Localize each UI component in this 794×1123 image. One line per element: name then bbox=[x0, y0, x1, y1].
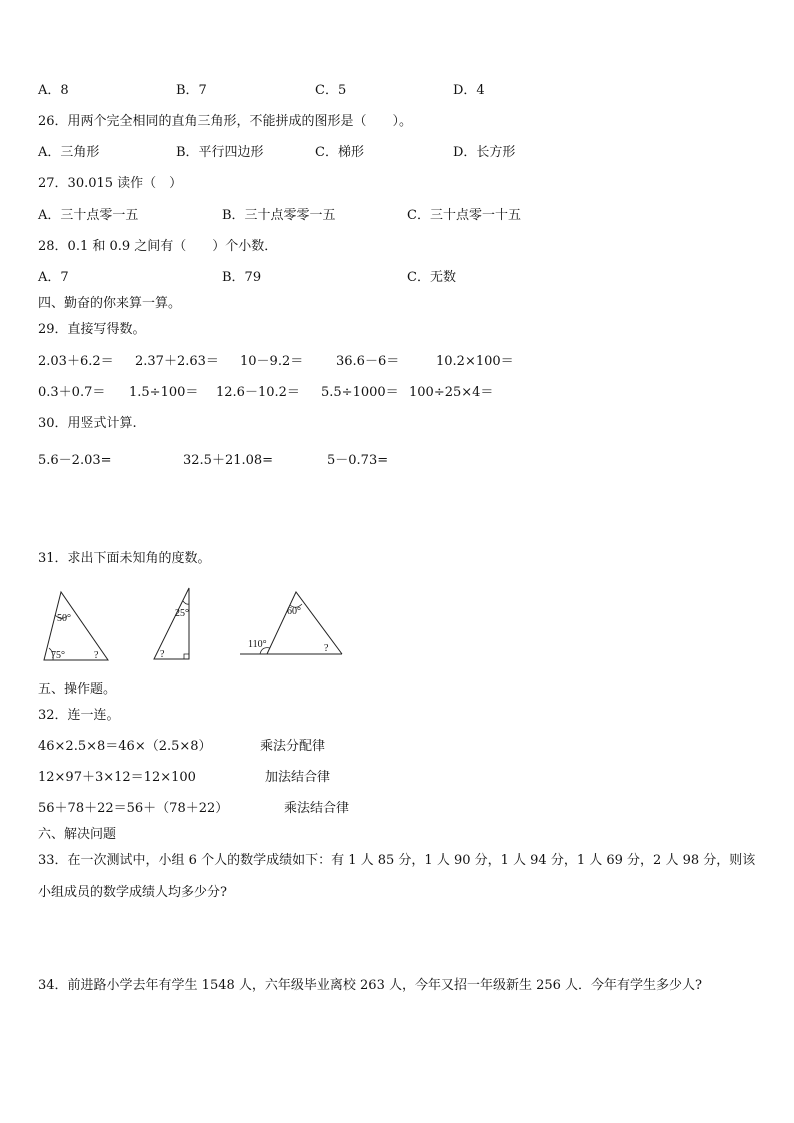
q32-right-item2: 加法结合律 bbox=[265, 770, 331, 785]
section-five-heading: 五、操作题。 bbox=[38, 682, 117, 697]
triangle-one-left-angle: 75° bbox=[51, 650, 65, 661]
q27-stem: 27．30.015 读作（ ） bbox=[38, 176, 183, 191]
section-four-heading: 四、勤奋的你来算一算。 bbox=[38, 296, 182, 311]
q30-item2: 32.5＋21.08= bbox=[183, 453, 274, 468]
q25-option-c: C．5 bbox=[315, 83, 347, 98]
q29-row1-item2: 2.37＋2.63＝ bbox=[135, 354, 219, 369]
q28-option-b: B．79 bbox=[222, 270, 262, 285]
q31-stem: 31．求出下面未知角的度数。 bbox=[38, 551, 211, 566]
triangle-three-top-angle: 60° bbox=[287, 606, 301, 617]
triangle-three-exterior-angle: 110° bbox=[248, 639, 267, 650]
q27-option-b: B．三十点零零一五 bbox=[222, 208, 336, 223]
q34-stem: 34．前进路小学去年有学生 1548 人，六年级毕业离校 263 人，今年又招一年级新生 256 人．今年有学生多少人? bbox=[38, 978, 703, 993]
q32-left-item3: 56＋78＋22＝56＋（78＋22） bbox=[38, 801, 229, 816]
q25-option-d: D．4 bbox=[453, 83, 485, 98]
triangle-two-unknown-angle: ? bbox=[160, 649, 165, 660]
triangle-one-top-angle: 50° bbox=[57, 613, 71, 624]
q27-option-c: C．三十点零一十五 bbox=[407, 208, 521, 223]
q25-option-a: A．8 bbox=[38, 83, 69, 98]
q32-right-item3: 乘法结合律 bbox=[284, 801, 350, 816]
q28-stem: 28．0.1 和 0.9 之间有（ ）个小数． bbox=[38, 239, 278, 254]
q29-row2-item2: 1.5÷100＝ bbox=[129, 385, 199, 400]
section-six-heading: 六、解决问题 bbox=[38, 827, 117, 842]
triangle-two-top-angle: 25° bbox=[175, 608, 189, 619]
q28-option-c: C．无数 bbox=[407, 270, 456, 285]
q26-option-a: A．三角形 bbox=[38, 145, 100, 160]
triangle-two-figure bbox=[150, 585, 196, 665]
q26-option-c: C．梯形 bbox=[315, 145, 364, 160]
triangle-one-figure bbox=[40, 588, 114, 666]
q33-line2: 小组成员的数学成绩人均多少分? bbox=[38, 885, 227, 900]
q32-stem: 32．连一连。 bbox=[38, 708, 120, 723]
q32-left-item2: 12×97＋3×12＝12×100 bbox=[38, 770, 196, 785]
q29-row2-item1: 0.3＋0.7＝ bbox=[38, 385, 106, 400]
q29-row1-item1: 2.03＋6.2＝ bbox=[38, 354, 114, 369]
q29-row2-item3: 12.6－10.2＝ bbox=[216, 385, 300, 400]
q26-option-d: D．长方形 bbox=[453, 145, 516, 160]
triangle-two-right-angle-mark bbox=[184, 654, 189, 659]
q29-row1-item5: 10.2×100＝ bbox=[436, 354, 514, 369]
q26-stem: 26．用两个完全相同的直角三角形，不能拼成的图形是（ ）。 bbox=[38, 114, 413, 129]
q29-row1-item3: 10－9.2＝ bbox=[240, 354, 304, 369]
q32-right-item1: 乘法分配律 bbox=[260, 739, 326, 754]
q30-item1: 5.6－2.03= bbox=[38, 453, 112, 468]
q29-row2-item5: 100÷25×4＝ bbox=[409, 385, 494, 400]
q29-row2-item4: 5.5÷1000＝ bbox=[321, 385, 399, 400]
q28-option-a: A．7 bbox=[38, 270, 69, 285]
q30-item3: 5－0.73= bbox=[327, 453, 389, 468]
q29-stem: 29．直接写得数。 bbox=[38, 322, 146, 337]
triangle-one-unknown-angle: ? bbox=[94, 650, 99, 661]
q33-line1: 33．在一次测试中，小组 6 个人的数学成绩如下：有 1 人 85 分，1 人 90 分，1 人 94 分，1 人 69 分，2 人 98 分，则该 bbox=[38, 853, 756, 868]
q32-left-item1: 46×2.5×8＝46×（2.5×8） bbox=[38, 739, 212, 754]
q29-row1-item4: 36.6－6＝ bbox=[336, 354, 400, 369]
triangle-two-top-arc bbox=[183, 601, 189, 604]
triangle-three-sides bbox=[267, 592, 342, 654]
q30-stem: 30．用竖式计算. bbox=[38, 416, 137, 431]
triangle-three-figure bbox=[238, 588, 348, 658]
q26-option-b: B．平行四边形 bbox=[176, 145, 264, 160]
triangle-three-unknown-angle: ? bbox=[324, 643, 329, 654]
q25-option-b: B．7 bbox=[176, 83, 207, 98]
q27-option-a: A．三十点零一五 bbox=[38, 208, 139, 223]
